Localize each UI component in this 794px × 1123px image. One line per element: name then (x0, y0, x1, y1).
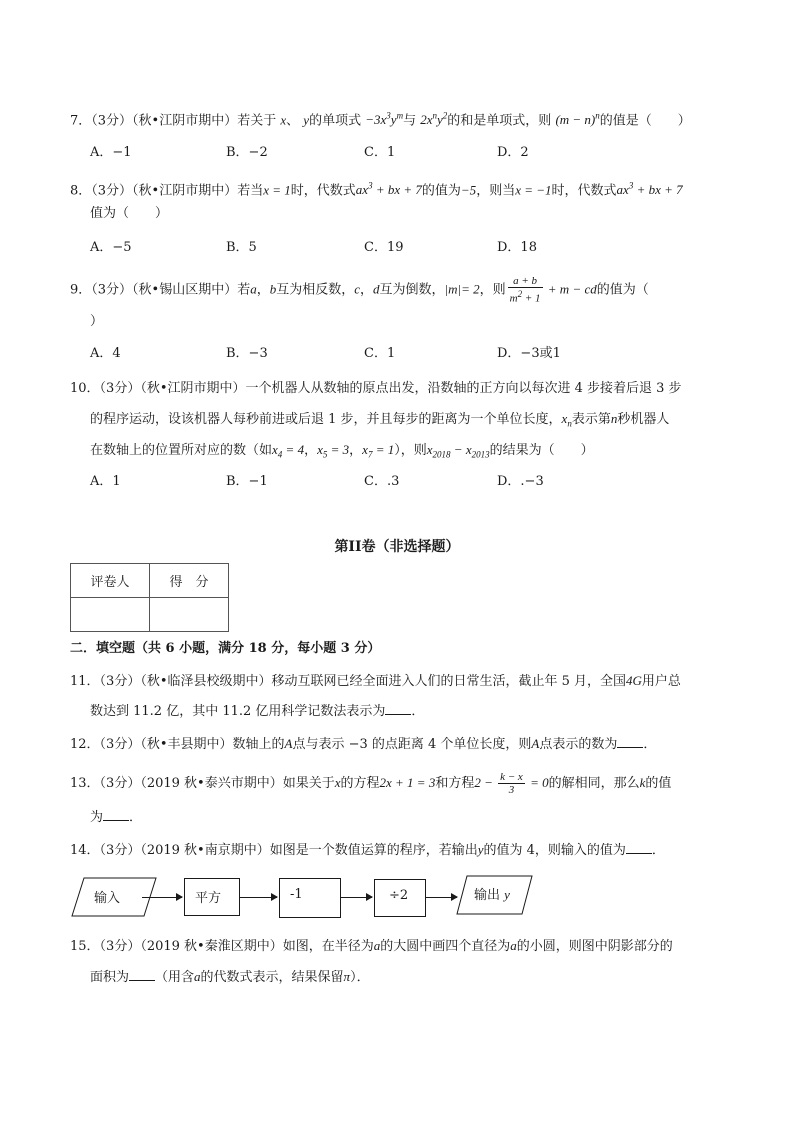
score-cell-grader[interactable] (71, 598, 150, 632)
q9-option-d: D．−3或1 (497, 346, 561, 361)
q14-flow-diagram (70, 870, 540, 930)
q7-option-a: A．−1 (90, 145, 132, 160)
q15-answer-blank[interactable] (129, 968, 155, 981)
flow-output-label: 输出 y (474, 887, 510, 903)
flow-arrow-4 (425, 897, 457, 898)
score-cell-score[interactable] (150, 598, 229, 632)
q9-stem-line2: ） (90, 314, 104, 329)
q11-answer-blank[interactable] (385, 702, 411, 715)
q8-stem-line2: 值为（ ） (90, 206, 169, 221)
q10-option-c: C．.3 (364, 474, 400, 489)
q10-stem-line2: 的程序运动，设该机器人每秒前进或后退 1 步，并且每步的距离为一个单位长度，$x_n$表示第n秒机器人 (90, 411, 670, 429)
q10-stem-line1: 10．（3分）（秋•江阴市期中）一个机器人从数轴的原点出发，沿数轴的正方向以每次进 4 步接着后退 3 步 (70, 381, 682, 396)
q8-option-b: B．5 (226, 240, 257, 255)
q7-stem: 7．（3分）（秋•江阴市期中）若关于 x、 y的单项式 $-3x^3y^m$与 $2x^ny^2$的和是单项式，则 $(m - n)^n$的值是（ ） (70, 111, 691, 129)
q13-answer-blank[interactable] (103, 808, 129, 821)
q9-fraction: $\frac{a + b}{m^2 + 1}$ (509, 275, 541, 305)
q10-option-a: A．1 (90, 474, 121, 489)
q13-fraction: $\frac{k - x}{3}$ (500, 771, 523, 796)
q9-option-b: B．−3 (226, 346, 268, 361)
q9-option-a: A．4 (90, 346, 121, 361)
flow-arrow-1 (142, 897, 182, 898)
part2-heading: 二．填空题（共 6 小题，满分 18 分，每小题 3 分） (70, 641, 381, 656)
score-header-score: 得 分 (150, 564, 229, 598)
q8-option-c: C．19 (364, 240, 404, 255)
flow-arrow-2 (239, 897, 277, 898)
q13-stem-line1: 13．（3分）（2019 秋•泰兴市期中）如果关于x的方程2x + 1 = 3和方程2 − $\frac{k - x}{3}$ = 0的解相同，那么k的值 (70, 771, 672, 796)
q13-stem-line2: 为 ． (90, 810, 143, 825)
q14-stem: 14．（3分）（2019 秋•南京期中）如图是一个数值运算的程序，若输出y的值为 4，则输入的值为 ． (70, 842, 665, 858)
flow-input-label: 输入 (94, 891, 121, 906)
score-table (70, 563, 229, 632)
q8-option-a: A．−5 (90, 240, 132, 255)
q15-stem-line1: 15．（3分）（2019 秋•秦淮区期中）如图，在半径为a的大圆中画四个直径为a的小圆，则图中阴影部分的 (70, 938, 673, 954)
q9-option-c: C．1 (364, 346, 396, 361)
q14-answer-blank[interactable] (626, 841, 652, 854)
flow-box-minus1: -1 (279, 878, 341, 918)
section-title: 第II卷（非选择题） (334, 539, 460, 555)
score-header-grader: 评卷人 (71, 564, 150, 598)
q11-stem-line2: 数达到 11.2 亿，其中 11.2 亿用科学记数法表示为 ． (90, 704, 425, 719)
flow-arrow-3 (340, 897, 372, 898)
q7-option-d: D．2 (497, 145, 529, 160)
q8-option-d: D．18 (497, 240, 537, 255)
q12-stem: 12．（3分）（秋•丰县期中）数轴上的A点与表示 −3 的点距离 4 个单位长度，则A点表示的数为 ． (70, 736, 657, 752)
q7-option-b: B．−2 (226, 145, 268, 160)
q12-answer-blank[interactable] (617, 735, 643, 748)
q10-option-b: B．−1 (226, 474, 268, 489)
flow-box-div2: ÷2 (374, 879, 426, 917)
q9-stem-line1: 9．（3分）（秋•锡山区期中）若a，b互为相反数，c，d互为倒数，|m|= 2，则 $\frac{a + b}{m^2 + 1}$ + m − cd的值为（ (70, 275, 649, 305)
q10-stem-line3: 在数轴上的位置所对应的数（如$x_4 = 4$，$x_5 = 3$，$x_7 = 1$），则$x_{2018} - x_{2013}$的结果为（ ） (90, 442, 594, 460)
q7-option-c: C．1 (364, 145, 396, 160)
q10-option-d: D．.−3 (497, 474, 544, 489)
q15-stem-line2: 面积为 （用含a的代数式表示，结果保留π）． (90, 969, 370, 985)
q8-stem-line1: 8．（3分）（秋•江阴市期中）若当x = 1时，代数式$ax^3$ + bx + 7的值为−5，则当x = −1时，代数式$ax^3$ + bx + 7 (70, 181, 683, 199)
q11-stem-line1: 11．（3分）（秋•临泽县校级期中）移动互联网已经全面进入人们的日常生活，截止年 5 月，全国4G用户总 (70, 673, 681, 689)
flow-box-square: 平方 (184, 878, 240, 916)
